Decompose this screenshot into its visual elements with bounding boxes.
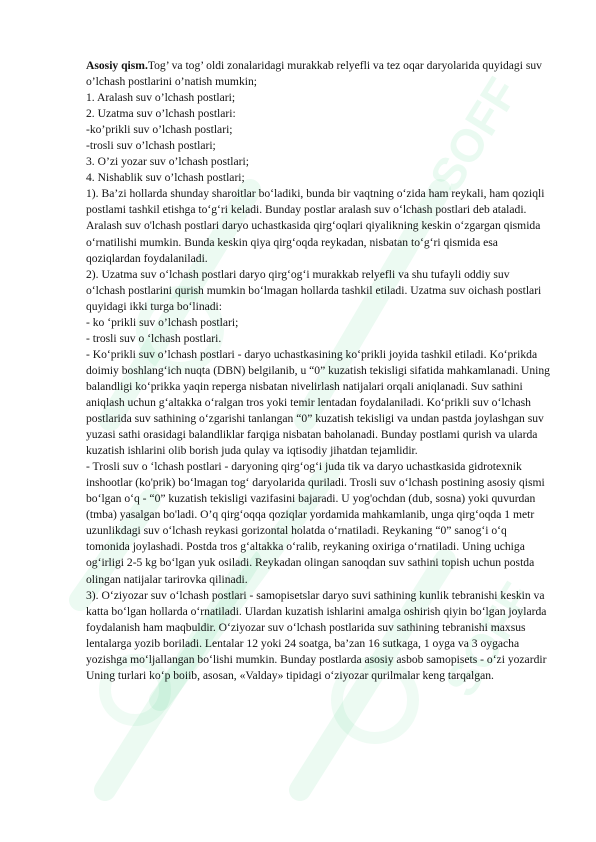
list-item: - trosli suv o ‘lchash postlari. — [86, 331, 222, 345]
list-item: -ko’prikli suv o’lchash postlari; — [86, 123, 233, 137]
list-item: 4. Nishablik suv o’lchash postlari; — [86, 171, 245, 185]
list-item: 1. Aralash suv o’lchash postlari; — [86, 91, 236, 105]
list-item: 2. Uzatma suv o’lchash postlari: — [86, 107, 236, 121]
list-item: - ko ‘prikli suv o’lchash postlari; — [86, 315, 239, 329]
paragraph-cable-posts: - Trosli suv o ‘lchash postlari - daryoning qirg‘og‘i juda tik va daryo uchastkasida gidrotexnik inshootlar (ko'prik) bo‘lmagan tog‘ daryolarida quriladi. Trosli suv o‘lchash postining asosiy qismi bo‘lgan o‘q - “0” kuzatish tekisligi vazifasini bajaradi. U yog'ochdan (dub, sosna) yoki quvurdan (tmba) yasalgan bo'ladi. O’q qirg‘oqqa qoziqlar yordamida mahkamlanib, unga qirg‘oqda 1 metr uzunlikdagi suv o‘lchash reykasi gorizontal holatda o‘rnatiladi. Reykaning “0” sanog‘i o‘q tomonida joylashadi. Postda tros g‘altakka o‘ralib, reykaning oxiriga o‘rnatiladi. Uning uchiga og‘irligi 2-5 kg bo‘lgan yuk osiladi. Reykadan olingan sanoqdan suv sathini topish uchun postda olingan natijalar tarirovka qilinadi. — [86, 460, 545, 586]
paragraph-bridge-posts: - Ko‘prikli suv o’lchash postlari - daryo uchastkasining ko‘prikli joyida tashkil etiladi. Ko‘prikda doimiy boshlang‘ich nuqta (DBN) belgilanib, u “0” kuzatish tekisligi sifatida mahkamlanadi. Uning balandligi ko‘prikka yaqin reperga nisbatan nivelirlash natijalari orqali aniqlanadi. Suv sathini aniqlash uchun g‘altakka o‘ralgan tros yoki temir lentadan foydalaniladi. Ko‘prikli suv o‘lchash postlarida suv sathining o‘zgarishi tanlangan “0” kuzatish tekisligi va undan pastda joylashgan suv yuzasi sathi orasidagi balandliklar farqiga nisbatan baholanadi. Bunday postlami qurish va ularda kuzatish ishlarini olib borish juda qulay va iqtisodiy jihatdan tejamlidir. — [86, 347, 550, 458]
paragraph-transfer-posts: 2). Uzatma suv o‘lchash postlari daryo qirg‘og‘i murakkab relyefli va shu tufayli oddiy suv o‘lchash postlarini qurish mumkin bo‘lmagan hollarda tashkil etiladi. Uzatma suv oichash postlari quyidagi ikki turga bo‘linadi: — [86, 267, 542, 313]
paragraph-intro — [86, 58, 550, 90]
watermark-text: SOFF — [434, 573, 544, 706]
watermark-text: SOFF — [419, 68, 529, 201]
paragraph-mixed-posts: 1). Ba’zi hollarda shunday sharoitlar bo‘ladiki, bunda bir vaqtning o‘zida ham reykali, ham qoziqli postlami tashkil etishga to‘g‘ri keladi. Bunday postlar aralash suv o‘lchash postlari deb ataladi. Aralash suv o'lchash postlari daryo uchastkasida qirg‘oqlari qiyalikning keskin o‘zgargan qismida o‘rnatilishi mumkin. Bunda keskin qiya qirg‘oqda reykadan, nisbatan to‘g‘ri qismida esa qoziqlardan foydalaniladi. — [86, 187, 545, 265]
list-item: 3. O’zi yozar suv o’lchash postlari; — [86, 155, 249, 169]
intro-text: Tog’ va tog’ oldi zonalaridagi murakkab relyefli va tez oqar daryolarida quyidagi suv o’lchash postlarini o’natish mumkin; — [86, 59, 542, 89]
paragraph-recording-posts: 3). O‘ziyozar suv o‘lchash postlari - samopisetslar daryo suvi sathining kunlik tebranishi keskin va katta bo‘lgan hollarda o‘rnatiladi. Ulardan kuzatish ishlarini amalga oshirish qiyin bo‘lgan joylarda foydalanish ham maqbuldir. O‘ziyozar suv o‘lchash postlarida suv sathining tebranishi maxsus lentalarga yozib boriladi. Lentalar 12 yoki 24 soatga, ba’zan 16 sutkaga, 1 oyga va 3 oygacha yozishga mo‘ljallangan bo‘lishi mumkin. Bunday postlarda asosiy asbob samopisets - o‘zi yozardir Uning turlari ko‘p boiib, asosan, «Valday» tipidagi o‘ziyozar qurilmalar keng tarqalgan. — [86, 588, 547, 682]
list-item: -trosli suv o’lchash postlari; — [86, 139, 216, 153]
section-title: Asosiy qism. — [86, 59, 148, 72]
document-body — [86, 58, 550, 684]
